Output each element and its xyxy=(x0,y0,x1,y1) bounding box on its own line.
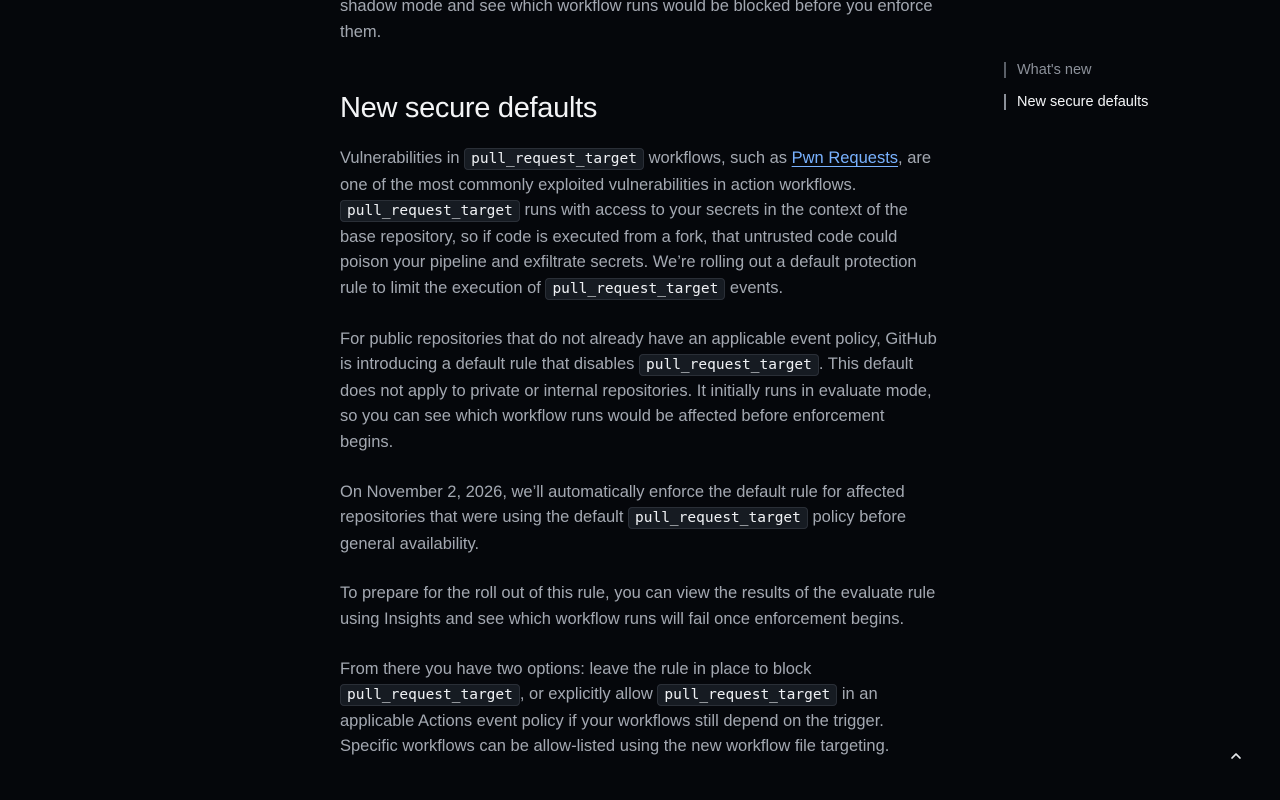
table-of-contents xyxy=(1004,62,1224,126)
p3-text-1: On November 2, 2026, we’ll automatically enforce the default rule for affected repositories that were using the default xyxy=(340,482,905,527)
paragraph-2 xyxy=(340,327,940,456)
paragraph-5 xyxy=(340,657,940,760)
p2-text-2: . This default does not apply to private or internal repositories. It initially runs in evaluate mode, so you can see which workflow runs would be affected before enforcement begins. xyxy=(340,355,932,451)
intro-paragraph-tail: shadow mode and see which workflow runs would be blocked before you enforce them. xyxy=(340,0,933,41)
p3-text-2: policy before general availability. xyxy=(340,508,907,553)
toc-item-new-secure-defaults[interactable]: New secure defaults xyxy=(1004,94,1224,110)
inline-code: pull_request_target xyxy=(657,684,837,706)
pwn-requests-link[interactable]: Pwn Requests xyxy=(791,149,899,167)
p5-text-2: , or explicitly allow xyxy=(519,685,658,704)
p1-text-2: workflows, such as xyxy=(644,149,792,167)
inline-code: pull_request_target xyxy=(464,148,644,170)
p1-text-3: , are one of the most commonly exploited vulnerabilities in action workflows. xyxy=(340,149,932,194)
paragraph-1 xyxy=(340,146,940,303)
paragraph-4: To prepare for the roll out of this rule, you can view the results of the evaluate rule using Insights and see which workflow runs will fail once enforcement begins. xyxy=(340,584,936,628)
section-heading: New secure defaults xyxy=(340,92,598,124)
p1-text-4: runs with access to your secrets in the context of the base repository, so if code is executed from a fork, that untrusted code could poison your pipeline and exfiltrate secrets. We’re rolling out a default protection rule to limit the execution of xyxy=(340,201,917,297)
section-body xyxy=(340,146,940,784)
p5-text-1: From there you have two options: leave the rule in place to block xyxy=(340,659,812,678)
inline-code: pull_request_target xyxy=(639,354,819,376)
paragraph-3 xyxy=(340,480,940,558)
inline-code: pull_request_target xyxy=(628,507,808,529)
back-to-top-button[interactable] xyxy=(1224,744,1248,768)
chevron-up-icon xyxy=(1229,749,1243,763)
p5-text-3: in an applicable Actions event policy if your workflows still depend on the trigger. Specific workflows can be allow-listed using the new workflow file targeting. xyxy=(340,685,890,756)
inline-code: pull_request_target xyxy=(340,684,520,706)
p1-text-1: Vulnerabilities in xyxy=(340,149,465,167)
inline-code: pull_request_target xyxy=(340,200,520,222)
toc-item-whats-new[interactable]: What's new xyxy=(1004,62,1224,78)
p1-text-5: events. xyxy=(725,278,784,297)
p2-text-1: For public repositories that do not already have an applicable event policy, GitHub is introducing a default rule that disables xyxy=(340,329,937,374)
inline-code: pull_request_target xyxy=(545,278,725,300)
